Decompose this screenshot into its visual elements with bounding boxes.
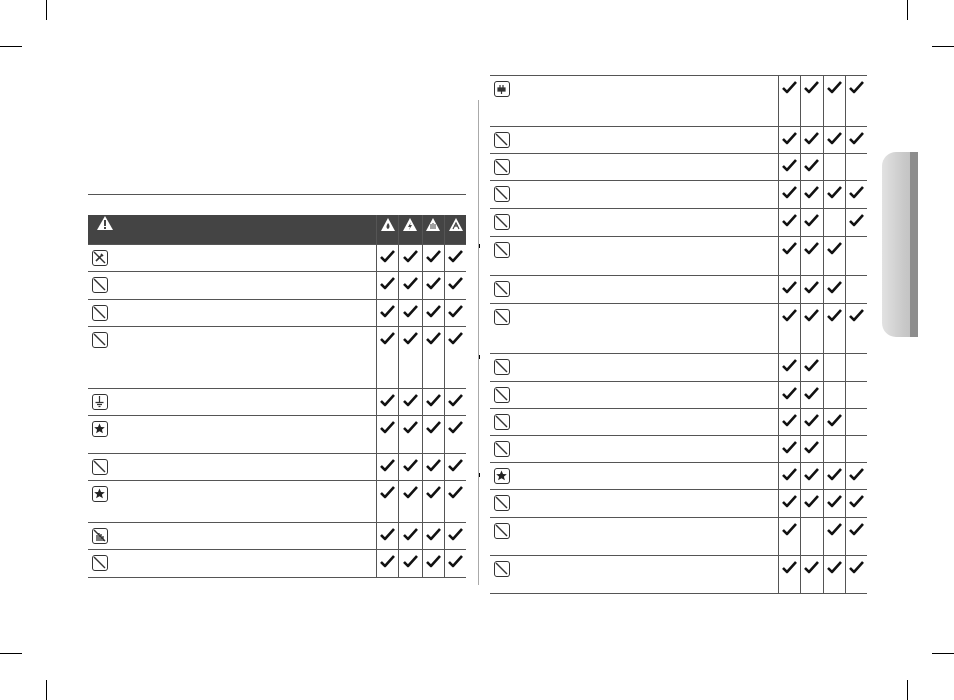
check-mark-icon <box>426 277 441 290</box>
hazard-cell <box>399 454 422 481</box>
check-mark-icon <box>403 459 418 472</box>
row-icon-cell <box>490 435 778 462</box>
hazard-cell <box>845 381 867 408</box>
check-mark-icon <box>380 528 395 541</box>
hazard-cell <box>823 462 845 489</box>
row-icon-cell <box>88 272 376 300</box>
table-row <box>490 275 867 303</box>
hazard-cell <box>845 180 867 208</box>
table-row <box>490 303 867 353</box>
crop-mark <box>46 0 47 20</box>
hazard-cell <box>800 275 823 303</box>
hazard-cell <box>376 481 398 523</box>
hazard-cell <box>445 481 466 523</box>
row-icon-cell <box>490 153 778 180</box>
hazard-cell <box>445 523 466 550</box>
hazard-cell <box>823 303 845 353</box>
check-mark-icon <box>403 555 418 568</box>
table-row <box>490 153 867 180</box>
check-mark-icon <box>804 468 819 481</box>
row-icon-cell <box>88 245 376 272</box>
hazard-cell <box>399 523 422 550</box>
hazard-cell <box>800 236 823 275</box>
table-row <box>490 517 867 555</box>
hazard-cell <box>399 327 422 389</box>
check-mark-icon <box>827 561 842 574</box>
hazard-cell <box>845 275 867 303</box>
burn-hazard-icon <box>425 217 441 232</box>
hazard-cell <box>778 303 800 353</box>
hazard-cell <box>376 416 398 454</box>
hazard-cell <box>823 489 845 517</box>
prohibit-icon <box>92 555 108 571</box>
hazard-cell <box>823 435 845 462</box>
check-mark-icon <box>426 250 441 263</box>
row-icon-cell <box>490 517 778 555</box>
table-row <box>88 481 466 523</box>
hazard-cell <box>399 550 422 578</box>
hazard-cell <box>778 275 800 303</box>
hazard-cell <box>445 300 466 327</box>
check-mark-icon <box>448 555 463 568</box>
hazard-cell <box>778 180 800 208</box>
hazard-cell <box>422 454 444 481</box>
check-mark-icon <box>782 242 797 255</box>
check-mark-icon <box>849 523 864 536</box>
hazard-cell <box>422 523 444 550</box>
prohibit-icon <box>494 495 510 511</box>
table-row <box>88 523 466 550</box>
check-mark-icon <box>403 486 418 499</box>
prohibit-icon <box>92 305 108 321</box>
hazard-cell <box>845 517 867 555</box>
prohibit-icon <box>494 159 510 175</box>
check-mark-icon <box>804 281 819 294</box>
crop-mark <box>907 0 908 20</box>
hazard-cell <box>445 416 466 454</box>
check-mark-icon <box>804 309 819 322</box>
row-icon-cell <box>490 353 778 381</box>
check-mark-icon <box>426 332 441 345</box>
row-icon-cell <box>88 454 376 481</box>
row-icon-cell <box>490 462 778 489</box>
check-mark-icon <box>827 242 842 255</box>
check-mark-icon <box>804 132 819 145</box>
check-mark-icon <box>403 305 418 318</box>
explosion-hazard-icon <box>448 217 464 232</box>
prohibit-icon <box>494 441 510 457</box>
check-mark-icon <box>426 305 441 318</box>
table-row <box>88 550 466 578</box>
hazard-cell <box>778 153 800 180</box>
crop-mark <box>932 653 954 654</box>
table-row <box>490 126 867 153</box>
hazard-cell <box>845 555 867 593</box>
row-icon-cell <box>490 555 778 593</box>
row-icon-cell <box>88 327 376 389</box>
check-mark-icon <box>804 81 819 94</box>
check-mark-icon <box>782 468 797 481</box>
hazard-cell <box>422 550 444 578</box>
hazard-cell <box>845 489 867 517</box>
hazard-cell <box>823 153 845 180</box>
hazard-cell <box>376 327 398 389</box>
no-touch-icon <box>92 528 108 544</box>
row-icon-cell <box>490 408 778 435</box>
check-mark-icon <box>426 421 441 434</box>
check-mark-icon <box>827 281 842 294</box>
table-row <box>88 416 466 454</box>
row-icon-cell <box>88 481 376 523</box>
hazard-cell <box>778 353 800 381</box>
gutter-line <box>478 100 479 585</box>
row-icon-cell <box>490 303 778 353</box>
hazard-cell <box>376 523 398 550</box>
row-icon-cell <box>88 523 376 550</box>
check-mark-icon <box>804 159 819 172</box>
check-mark-icon <box>804 441 819 454</box>
table-row <box>88 245 466 272</box>
hazard-cell <box>845 76 867 126</box>
table-row <box>490 236 867 275</box>
hazard-cell <box>800 126 823 153</box>
prohibit-icon <box>494 186 510 202</box>
check-mark-icon <box>448 305 463 318</box>
hazard-cell <box>778 208 800 236</box>
hazard-cell <box>399 416 422 454</box>
prohibit-icon <box>494 214 510 230</box>
hazard-cell <box>823 275 845 303</box>
hazard-cell <box>845 462 867 489</box>
hazard-cell <box>823 126 845 153</box>
hazard-cell <box>845 208 867 236</box>
right-panel <box>490 75 867 594</box>
prohibit-icon <box>494 387 510 403</box>
check-mark-icon <box>403 394 418 407</box>
hazard-cell <box>800 517 823 555</box>
check-mark-icon <box>804 495 819 508</box>
check-mark-icon <box>827 414 842 427</box>
table-row <box>490 381 867 408</box>
hazard-cell <box>422 300 444 327</box>
check-mark-icon <box>782 309 797 322</box>
check-mark-icon <box>448 459 463 472</box>
check-mark-icon <box>426 459 441 472</box>
hazard-cell <box>823 180 845 208</box>
check-mark-icon <box>448 421 463 434</box>
prohibit-icon <box>92 332 108 348</box>
prohibit-icon <box>494 523 510 539</box>
check-mark-icon <box>849 468 864 481</box>
hazard-cell <box>845 236 867 275</box>
hazard-cell <box>399 272 422 300</box>
check-mark-icon <box>827 81 842 94</box>
prohibit-icon <box>494 359 510 375</box>
check-mark-icon <box>782 132 797 145</box>
check-mark-icon <box>804 359 819 372</box>
hazard-cell <box>422 481 444 523</box>
table-row <box>490 76 867 126</box>
star-icon <box>92 486 108 502</box>
hazard-cell <box>422 389 444 416</box>
unplug-icon <box>494 81 510 97</box>
star-icon <box>494 468 510 484</box>
hazard-cell <box>445 245 466 272</box>
hazard-cell <box>845 353 867 381</box>
row-icon-cell <box>88 550 376 578</box>
check-mark-icon <box>782 359 797 372</box>
check-mark-icon <box>849 81 864 94</box>
check-mark-icon <box>448 277 463 290</box>
hazard-cell <box>376 300 398 327</box>
hazard-cell <box>800 153 823 180</box>
hazard-cell <box>445 327 466 389</box>
hazard-cell <box>845 303 867 353</box>
ground-icon <box>92 394 108 410</box>
prohibit-icon <box>494 561 510 577</box>
hazard-cell <box>778 435 800 462</box>
hazard-cell <box>778 236 800 275</box>
hazard-cell <box>778 76 800 126</box>
hazard-cell <box>778 408 800 435</box>
check-mark-icon <box>782 523 797 536</box>
check-mark-icon <box>426 486 441 499</box>
table-row <box>490 353 867 381</box>
fire-hazard-icon <box>380 217 396 232</box>
check-mark-icon <box>782 159 797 172</box>
hazard-cell <box>422 327 444 389</box>
hazard-cell <box>778 517 800 555</box>
hazard-cell <box>823 208 845 236</box>
hazard-cell <box>376 272 398 300</box>
hazard-cell <box>445 454 466 481</box>
hazard-cell <box>376 389 398 416</box>
hazard-cell <box>778 126 800 153</box>
right-safety-table <box>490 76 867 594</box>
check-mark-icon <box>849 186 864 199</box>
hazard-cell <box>376 454 398 481</box>
check-mark-icon <box>448 528 463 541</box>
check-mark-icon <box>403 332 418 345</box>
prohibit-icon <box>494 132 510 148</box>
table-row <box>88 272 466 300</box>
table-row <box>490 180 867 208</box>
check-mark-icon <box>380 250 395 263</box>
row-icon-cell <box>490 208 778 236</box>
check-mark-icon <box>827 495 842 508</box>
hazard-cell <box>823 76 845 126</box>
warning-triangle-icon <box>96 215 114 231</box>
check-mark-icon <box>426 394 441 407</box>
check-mark-icon <box>782 186 797 199</box>
check-mark-icon <box>782 414 797 427</box>
hazard-cell <box>778 555 800 593</box>
left-panel <box>88 215 466 578</box>
hazard-cell <box>800 76 823 126</box>
hazard-cell <box>376 550 398 578</box>
hazard-cell <box>376 245 398 272</box>
check-mark-icon <box>849 495 864 508</box>
table-header-row <box>88 215 466 245</box>
check-mark-icon <box>782 495 797 508</box>
hazard-cell <box>445 389 466 416</box>
header-warning-cell <box>88 215 376 245</box>
hazard-cell <box>422 245 444 272</box>
check-mark-icon <box>827 309 842 322</box>
hazard-cell <box>399 389 422 416</box>
row-icon-cell <box>490 275 778 303</box>
hazard-cell <box>778 462 800 489</box>
prohibit-icon <box>92 459 108 475</box>
hazard-cell <box>800 408 823 435</box>
check-mark-icon <box>804 186 819 199</box>
table-row <box>490 489 867 517</box>
check-mark-icon <box>448 250 463 263</box>
check-mark-icon <box>380 421 395 434</box>
check-mark-icon <box>403 277 418 290</box>
row-icon-cell <box>88 416 376 454</box>
check-mark-icon <box>782 561 797 574</box>
hazard-cell <box>800 489 823 517</box>
check-mark-icon <box>782 441 797 454</box>
hazard-cell <box>800 303 823 353</box>
crop-mark <box>0 46 22 47</box>
table-row <box>88 300 466 327</box>
check-mark-icon <box>403 528 418 541</box>
crop-mark <box>0 653 22 654</box>
table-row <box>490 208 867 236</box>
row-icon-cell <box>490 180 778 208</box>
hazard-cell <box>445 272 466 300</box>
hazard-cell <box>823 408 845 435</box>
header-burn-cell <box>422 215 444 245</box>
prohibit-icon <box>494 309 510 325</box>
electric-shock-icon <box>402 217 418 232</box>
hazard-cell <box>800 435 823 462</box>
crop-mark <box>907 680 908 700</box>
check-mark-icon <box>380 486 395 499</box>
check-mark-icon <box>782 387 797 400</box>
hazard-cell <box>399 481 422 523</box>
check-mark-icon <box>448 486 463 499</box>
table-row <box>490 435 867 462</box>
hazard-cell <box>845 153 867 180</box>
check-mark-icon <box>827 186 842 199</box>
check-mark-icon <box>804 561 819 574</box>
side-tab <box>882 152 918 337</box>
check-mark-icon <box>403 421 418 434</box>
hazard-cell <box>399 245 422 272</box>
check-mark-icon <box>804 242 819 255</box>
check-mark-icon <box>380 394 395 407</box>
check-mark-icon <box>448 332 463 345</box>
check-mark-icon <box>804 214 819 227</box>
row-icon-cell <box>88 389 376 416</box>
check-mark-icon <box>827 468 842 481</box>
row-icon-cell <box>490 236 778 275</box>
table-row <box>490 555 867 593</box>
check-mark-icon <box>426 528 441 541</box>
hazard-cell <box>800 353 823 381</box>
section-rule <box>88 194 466 195</box>
check-mark-icon <box>849 309 864 322</box>
hazard-cell <box>778 381 800 408</box>
table-row <box>88 454 466 481</box>
hazard-cell <box>800 381 823 408</box>
hazard-cell <box>778 489 800 517</box>
crop-mark <box>932 46 954 47</box>
check-mark-icon <box>827 523 842 536</box>
hazard-cell <box>845 408 867 435</box>
check-mark-icon <box>849 132 864 145</box>
check-mark-icon <box>426 555 441 568</box>
header-shock-cell <box>399 215 422 245</box>
check-mark-icon <box>827 132 842 145</box>
left-safety-table <box>88 215 466 578</box>
check-mark-icon <box>380 555 395 568</box>
table-row <box>88 389 466 416</box>
row-icon-cell <box>490 76 778 126</box>
table-row <box>490 408 867 435</box>
hazard-cell <box>800 180 823 208</box>
hazard-cell <box>422 272 444 300</box>
hazard-cell <box>445 550 466 578</box>
check-mark-icon <box>380 277 395 290</box>
hazard-cell <box>399 300 422 327</box>
hazard-cell <box>800 555 823 593</box>
crop-mark <box>46 680 47 700</box>
check-mark-icon <box>849 214 864 227</box>
table-row <box>88 327 466 389</box>
check-mark-icon <box>782 281 797 294</box>
hazard-cell <box>823 517 845 555</box>
check-mark-icon <box>782 214 797 227</box>
check-mark-icon <box>403 250 418 263</box>
check-mark-icon <box>849 561 864 574</box>
check-mark-icon <box>380 459 395 472</box>
hazard-cell <box>845 126 867 153</box>
row-icon-cell <box>490 489 778 517</box>
hazard-cell <box>422 416 444 454</box>
check-mark-icon <box>448 394 463 407</box>
no-disassemble-icon <box>92 250 108 266</box>
prohibit-icon <box>494 242 510 258</box>
hazard-cell <box>845 435 867 462</box>
header-explosion-cell <box>445 215 466 245</box>
hazard-cell <box>823 555 845 593</box>
hazard-cell <box>823 353 845 381</box>
check-mark-icon <box>380 332 395 345</box>
row-icon-cell <box>490 126 778 153</box>
star-icon <box>92 421 108 437</box>
prohibit-icon <box>92 277 108 293</box>
check-mark-icon <box>782 81 797 94</box>
prohibit-icon <box>494 281 510 297</box>
prohibit-icon <box>494 414 510 430</box>
check-mark-icon <box>804 387 819 400</box>
check-mark-icon <box>804 414 819 427</box>
hazard-cell <box>823 236 845 275</box>
row-icon-cell <box>88 300 376 327</box>
table-row <box>490 462 867 489</box>
hazard-cell <box>800 462 823 489</box>
hazard-cell <box>800 208 823 236</box>
check-mark-icon <box>380 305 395 318</box>
row-icon-cell <box>490 381 778 408</box>
header-fire-cell <box>376 215 398 245</box>
hazard-cell <box>823 381 845 408</box>
